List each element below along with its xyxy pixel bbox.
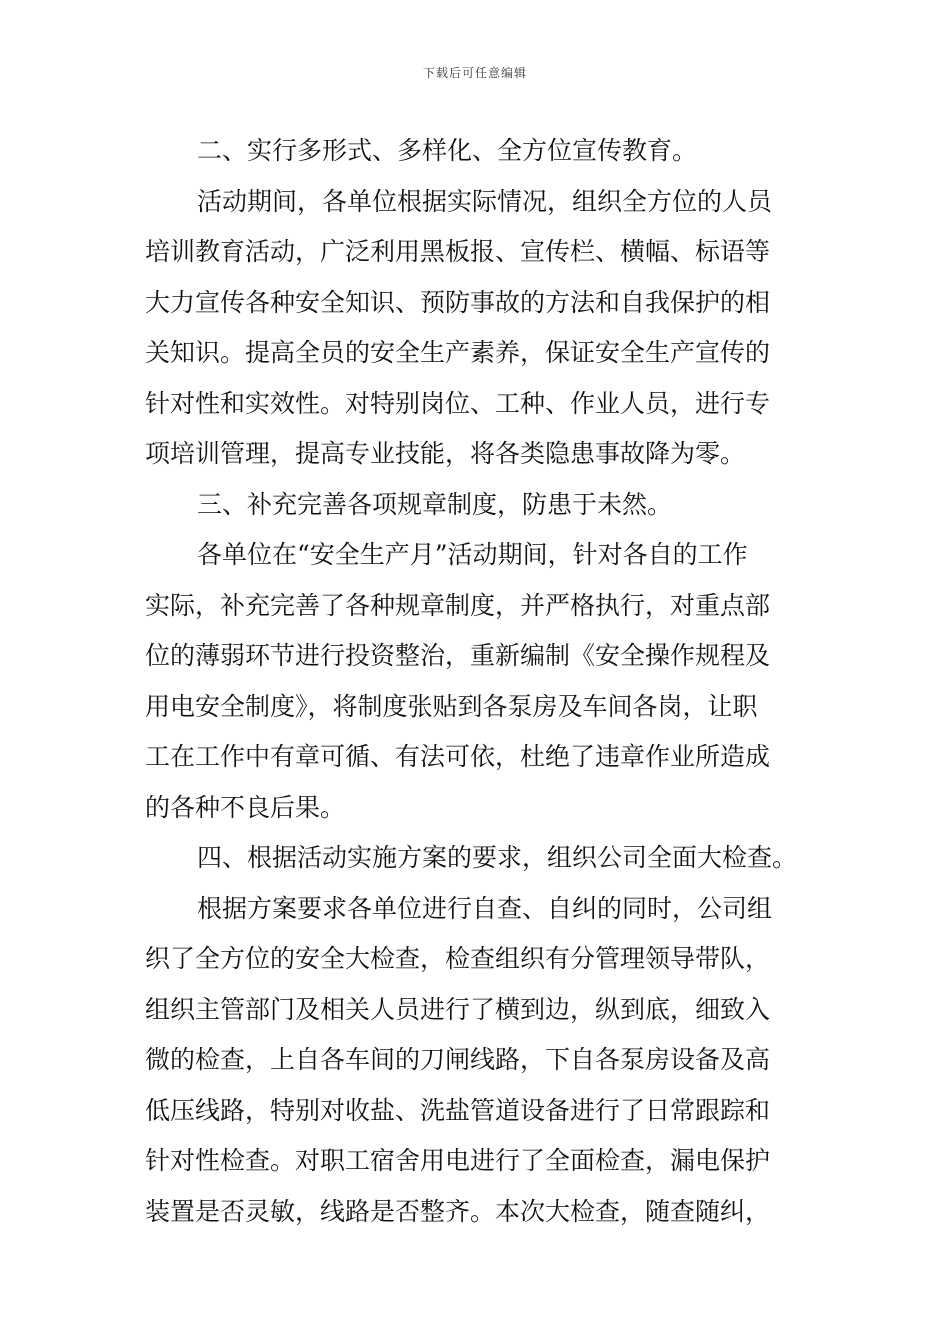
text-line: 组织主管部门及相关人员进行了横到边，纵到底，细致入	[145, 994, 771, 1024]
text-line: 四、根据活动实施方案的要求，组织公司全面大检查。	[197, 843, 798, 872]
text-line: 工在工作中有章可循、有法可依，杜绝了违章作业所造成	[145, 742, 771, 771]
text-line: 织了全方位的安全大检查，检查组织有分管理领导带队，	[145, 944, 771, 973]
text-line: 培训教育活动，广泛利用黑板报、宣传栏、横幅、标语等	[145, 237, 771, 266]
text-line: 低压线路，特别对收盐、洗盐管道设备进行了日常跟踪和	[145, 1095, 771, 1125]
text-line: 项培训管理，提高专业技能，将各类隐患事故降为零。	[145, 439, 746, 468]
text-line: 二、实行多形式、多样化、全方位宣传教育。	[197, 136, 698, 165]
text-line: 大力宣传各种安全知识、预防事故的方法和自我保护的相	[145, 287, 771, 317]
text-line: 三、补充完善各项规章制度，防患于未然。	[197, 489, 673, 519]
text-line: 针对性和实效性。对特别岗位、工种、作业人员，进行专	[145, 388, 771, 418]
text-line: 根据方案要求各单位进行自查、自纠的同时，公司组	[197, 893, 773, 923]
text-line: 的各种不良后果。	[145, 792, 346, 822]
text-line: 关知识。提高全员的安全生产素养，保证安全生产宣传的	[145, 338, 771, 367]
text-line: 针对性检查。对职工宿舍用电进行了全面检查，漏电保护	[145, 1146, 771, 1175]
text-line: 各单位在“安全生产月”活动期间，针对各自的工作	[197, 540, 748, 569]
text-line: 用电安全制度》，将制度张贴到各泵房及车间各岗，让职	[145, 691, 758, 721]
document-body	[145, 126, 811, 1237]
text-line: 实际，补充完善了各种规章制度，并严格执行，对重点部	[145, 590, 771, 620]
text-line: 装置是否灵敏，线路是否整齐。本次大检查，随查随纠，	[145, 1196, 771, 1226]
text-line: 微的检查，上自各车间的刀闸线路，下自各泵房设备及高	[145, 1045, 771, 1074]
text-line: 位的薄弱环节进行投资整治，重新编制《安全操作规程及	[145, 641, 771, 670]
page-header: 下载后可任意编辑	[422, 66, 527, 80]
text-line: 活动期间，各单位根据实际情况，组织全方位的人员	[197, 186, 773, 216]
